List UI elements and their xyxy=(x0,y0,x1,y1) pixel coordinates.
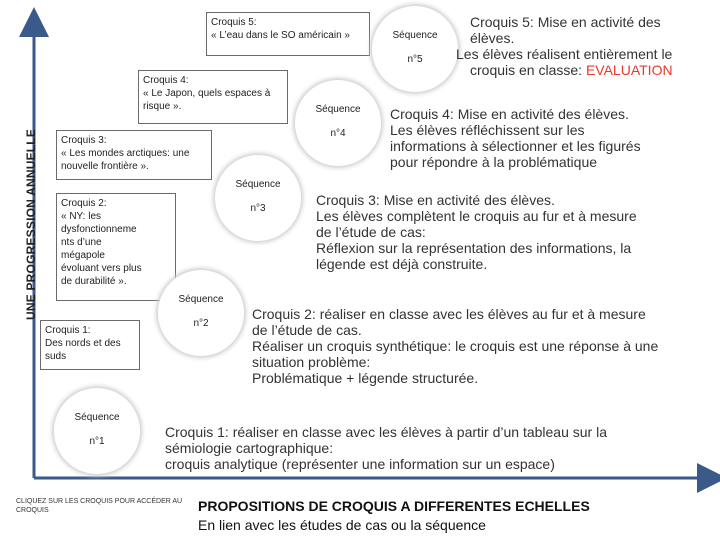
croquis-1-title: Croquis 1: xyxy=(45,325,91,336)
description-3-line5: légende est déjà construite. xyxy=(316,256,488,272)
description-2-line3: Réaliser un croquis synthétique: le croquis est une réponse à une xyxy=(252,338,659,354)
croquis-4-subject-line2: risque ». xyxy=(143,101,182,112)
croquis-2-subject-line3: nts d’une xyxy=(61,237,102,248)
description-4-line1: Croquis 4: Mise en activité des élèves. xyxy=(390,106,629,122)
croquis-2-subject-line2: dysfonctionneme xyxy=(61,224,137,235)
main-title: PROPOSITIONS DE CROQUIS A DIFFERENTES ECHELLES xyxy=(198,498,590,514)
description-4-line4: pour répondre à la problématique xyxy=(390,154,598,170)
description-croquis-4 xyxy=(390,106,680,170)
description-4-line3: informations à sélectionner et les figurés xyxy=(390,138,641,154)
sequence-4-circle xyxy=(295,80,381,166)
description-4-line2: Les élèves réfléchissent sur les xyxy=(390,122,585,138)
croquis-5-title: Croquis 5: xyxy=(211,17,257,28)
sequence-4-label: Séquence xyxy=(315,104,361,115)
axis-label: UNE PROGRESSION ANNUELLE xyxy=(24,128,38,320)
sequence-2-number: n°2 xyxy=(193,318,209,329)
sequence-3-label: Séquence xyxy=(235,179,281,190)
description-3-line1: Croquis 3: Mise en activité des élèves. xyxy=(316,192,555,208)
sequence-5-label: Séquence xyxy=(392,30,438,41)
description-2-line4: situation problème: xyxy=(252,354,371,370)
croquis-4-subject-line1: « Le Japon, quels espaces à xyxy=(143,88,271,99)
croquis-2-subject-line1: « NY: les xyxy=(61,211,102,222)
sequence-4-number: n°4 xyxy=(330,128,346,139)
sequence-1-circle xyxy=(54,388,140,474)
croquis-1-subject-line1: Des nords et des xyxy=(45,338,121,349)
description-5-line2: élèves. xyxy=(470,30,515,46)
description-2-line5: Problématique + légende structurée. xyxy=(252,370,479,386)
description-5-line1: Croquis 5: Mise en activité des xyxy=(470,14,661,30)
croquis-3-box[interactable] xyxy=(56,130,212,180)
description-3-line4: Réflexion sur la représentation des informations, la xyxy=(316,240,632,256)
evaluation-highlight: EVALUATION xyxy=(585,62,673,78)
croquis-4-box[interactable] xyxy=(138,70,288,124)
sequence-3-circle xyxy=(215,155,301,241)
description-croquis-3 xyxy=(316,192,716,272)
croquis-2-box[interactable] xyxy=(56,193,176,301)
croquis-4-title: Croquis 4: xyxy=(143,75,189,86)
croquis-3-subject-line2: nouvelle frontière ». xyxy=(61,161,149,172)
croquis-1-box[interactable] xyxy=(40,320,140,370)
description-5-line3: Les élèves réalisent entièrement le xyxy=(456,46,673,62)
croquis-5-box[interactable] xyxy=(206,12,370,56)
description-croquis-2 xyxy=(252,306,718,386)
sequence-2-circle xyxy=(158,270,244,356)
croquis-2-subject-line4: mégapole xyxy=(61,250,105,261)
description-2-line2: de l’étude de cas. xyxy=(252,322,362,338)
sequence-5-circle xyxy=(372,6,458,92)
sequence-5-number: n°5 xyxy=(407,54,423,65)
description-3-line3: de l’étude de cas: xyxy=(316,224,426,240)
sequence-3-number: n°3 xyxy=(250,203,266,214)
description-croquis-1 xyxy=(165,424,715,472)
main-subtitle: En lien avec les études de cas ou la séquence xyxy=(198,517,486,533)
croquis-1-subject-line2: suds xyxy=(45,351,67,362)
description-1-line3: croquis analytique (représenter une information sur un espace) xyxy=(165,456,555,472)
description-3-line2: Les élèves complètent le croquis au fur et à mesure xyxy=(316,208,637,224)
croquis-5-subject: « L’eau dans le SO américain » xyxy=(211,30,350,41)
sequence-1-number: n°1 xyxy=(89,436,105,447)
croquis-3-subject-line1: « Les mondes arctiques: une xyxy=(61,148,190,159)
description-5-line4: croquis en classe: xyxy=(470,62,586,78)
croquis-2-subject-line6: de durabilité ». xyxy=(61,276,127,287)
description-1-line2: sémiologie cartographique: xyxy=(165,440,334,456)
sequence-2-label: Séquence xyxy=(178,294,224,305)
croquis-2-title: Croquis 2: xyxy=(61,198,107,209)
croquis-2-subject-line5: évoluant vers plus xyxy=(61,263,142,274)
croquis-3-title: Croquis 3: xyxy=(61,135,107,146)
description-1-line1: Croquis 1: réaliser en classe avec les élèves à partir d’un tableau sur la xyxy=(165,424,608,440)
description-croquis-5 xyxy=(456,14,718,78)
description-2-line1: Croquis 2: réaliser en classe avec les élèves au fur et à mesure xyxy=(252,306,646,322)
sequence-1-label: Séquence xyxy=(74,412,120,423)
click-instruction: CLIQUEZ SUR LES CROQUIS POUR ACCÉDER AU CROQUIS xyxy=(16,498,183,514)
